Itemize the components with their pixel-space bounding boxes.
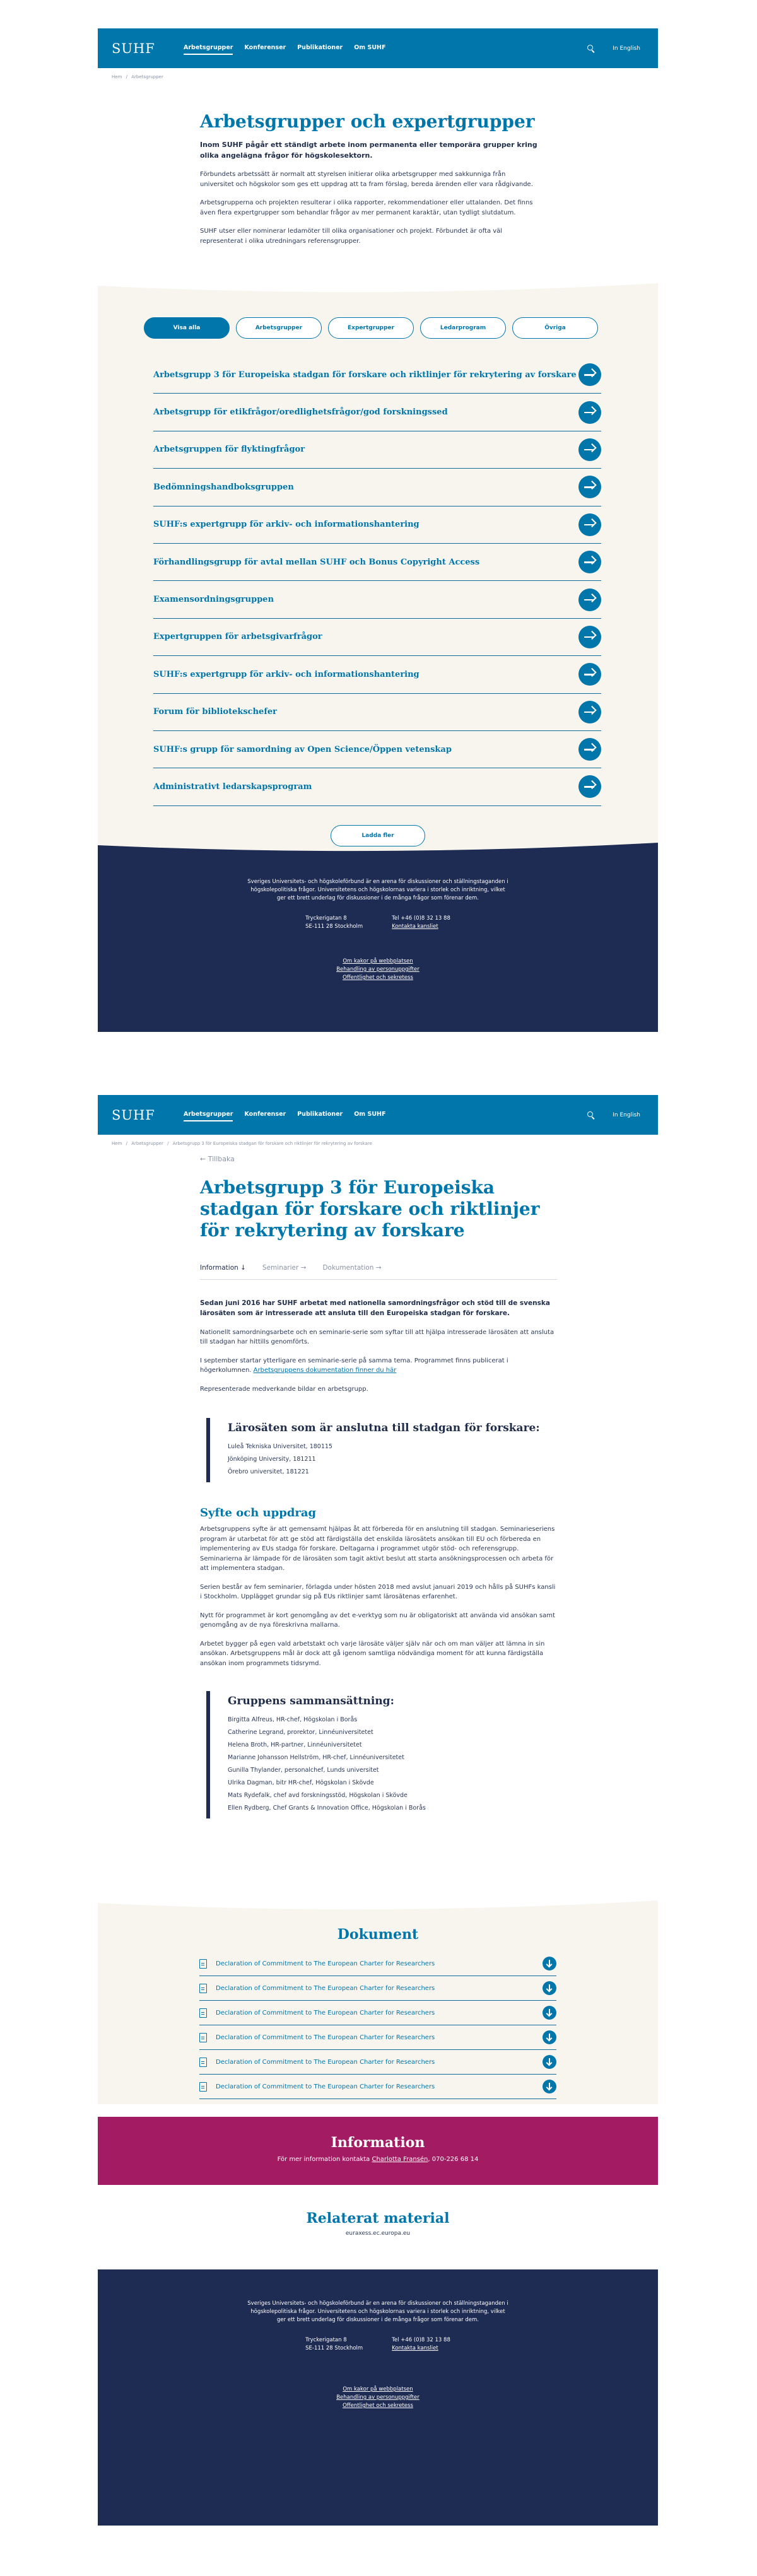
tab-label: Dokumentation xyxy=(322,1264,374,1272)
related-section xyxy=(98,2185,658,2256)
breadcrumb-current: Arbetsgrupper xyxy=(131,74,163,79)
nav-om-suhf[interactable]: Om SUHF xyxy=(354,1111,386,1118)
document-link[interactable] xyxy=(199,2033,435,2042)
arrow-right-icon[interactable] xyxy=(578,701,601,723)
breadcrumb-arbetsgrupper[interactable]: Arbetsgrupper xyxy=(131,1141,163,1146)
document-title[interactable]: Declaration of Commitment to The European Charter for Researchers xyxy=(216,1984,435,1992)
download-icon[interactable] xyxy=(543,2030,556,2044)
intro-lead: Inom SUHF pågår ett ständigt arbete inom permanenta eller temporära grupper kring olika angelägna frågor för högskolesektorn. xyxy=(200,141,537,160)
documentation-link[interactable]: Arbetsgruppens dokumentation finner du här xyxy=(253,1367,397,1374)
footer-address: Tryckerigatan 8 xyxy=(305,915,347,922)
arrow-right-icon[interactable] xyxy=(578,626,601,648)
footer-contact-link[interactable]: Kontakta kansliet xyxy=(392,923,438,930)
tab-label: Information xyxy=(200,1264,238,1272)
affiliated-item: Jönköping University, 181211 xyxy=(228,1456,316,1463)
group-row[interactable] xyxy=(153,731,601,768)
group-row[interactable] xyxy=(153,469,601,506)
nav-arbetsgrupper[interactable]: Arbetsgrupper xyxy=(184,42,233,55)
purpose-paragraph: Arbetet bygger på egen vald arbetstakt och varje lärosäte väljer själv när och om man väljer att lämna in sin ansökan. Arbetsgruppens mål är dock att gå igenom samtliga nödvändiga moment för att kunna färdigställa ansökan inom programmets tidsrymd. xyxy=(200,1640,545,1667)
document-list xyxy=(98,1952,658,2099)
document-title[interactable]: Declaration of Commitment to The European Charter for Researchers xyxy=(216,2009,435,2017)
search-icon[interactable] xyxy=(587,45,595,52)
footer-phone: Tel +46 (0)8 32 13 88 xyxy=(392,2337,450,2344)
site-header xyxy=(98,28,658,68)
group-row[interactable] xyxy=(153,619,601,656)
tab-label: Seminarier xyxy=(262,1264,299,1272)
group-members-box xyxy=(206,1691,557,1818)
group-title[interactable]: Administrativt ledarskapsprogram xyxy=(153,782,312,792)
group-list xyxy=(153,356,601,806)
document-link[interactable] xyxy=(199,2058,435,2067)
footer-link-personal-data[interactable]: Behandling av personuppgifter xyxy=(336,966,420,973)
filter-arbetsgrupper[interactable]: Arbetsgrupper xyxy=(236,317,322,339)
group-title[interactable]: Forum för bibliotekschefer xyxy=(153,707,278,717)
download-icon[interactable] xyxy=(543,2080,556,2093)
nav-konferenser[interactable]: Konferenser xyxy=(244,1111,286,1118)
footer-address: SE-111 28 Stockholm xyxy=(305,2345,363,2351)
purpose-heading: Syfte och uppdrag xyxy=(200,1506,317,1520)
group-row[interactable] xyxy=(153,394,601,431)
info-text: I september startar ytterligare en seminarie-serie på samma tema. Programmet finns publicerat i högerkolumnen. xyxy=(200,1357,508,1374)
intro-paragraph: Förbundets arbetssätt är normalt att styrelsen initierar olika arbetsgrupper med sakkunniga från universitet och högskolor som ges ett uppdrag att ta fram förslag, bereda ärenden eller vara rådgivande. xyxy=(200,171,533,188)
information-section xyxy=(200,1299,557,1818)
language-link[interactable]: In English xyxy=(613,1111,640,1118)
group-row[interactable] xyxy=(153,656,601,693)
footer-link-public-access[interactable]: Offentlighet och sekretess xyxy=(343,975,413,981)
file-icon xyxy=(199,1984,207,1993)
member-item: Ulrika Dagman, bitr HR-chef, Högskolan i Skövde xyxy=(228,1779,374,1786)
breadcrumb-home[interactable]: Hem xyxy=(112,1141,122,1146)
nav-om-suhf[interactable]: Om SUHF xyxy=(354,44,386,51)
site-footer xyxy=(98,854,658,1032)
group-list-section xyxy=(98,296,658,854)
document-link[interactable] xyxy=(199,1984,435,1993)
documents-section xyxy=(98,1914,658,2104)
arrow-right-icon[interactable] xyxy=(578,438,601,461)
back-label: Tillbaka xyxy=(208,1155,235,1163)
section-tabs xyxy=(200,1264,557,1280)
download-icon[interactable] xyxy=(543,2006,556,2020)
footer-phone: Tel +46 (0)8 32 13 88 xyxy=(392,915,450,922)
footer-link-cookies[interactable]: Om kakor på webbplatsen xyxy=(343,957,413,964)
page-arbetsgrupp-3 xyxy=(98,1095,658,2526)
group-title[interactable]: Expertgruppen för arbetsgivarfrågor xyxy=(153,632,322,642)
page-title: Arbetsgrupp 3 för Europeiska stadgan för forskare och riktlinjer för rekrytering av forskare xyxy=(200,1177,540,1241)
info-paragraph: Nationellt samordningsarbete och en seminarie-serie som syftar till att hjälpa intresserade lärosäten att ansluta till stadgan har hittills genomförts. xyxy=(200,1328,555,1346)
footer-description: Sveriges Universitets- och högskoleförbund är en arena för diskussioner och ställningstaganden i högskolepolitiska frågor. Universitetens och högskolornas variera i storlek och inriktning, vilket ger ett brett underlag för diskussioner i de många frågor som förenar dem. xyxy=(247,2300,508,2323)
group-row[interactable] xyxy=(153,431,601,469)
info-paragraph: Representerade medverkande bildar en arbetsgrupp. xyxy=(200,1385,368,1393)
information-contact xyxy=(98,2156,658,2163)
affiliated-item: Luleå Tekniska Universitet, 180115 xyxy=(228,1443,332,1451)
intro-paragraph: Arbetsgrupperna och projekten resulterar i olika rapporter, rekommendationer eller uttalanden. Det finns även flera expertgrupper som behandlar frågor av mer permanent karaktär, utan tydligt slutdatum. xyxy=(200,199,533,216)
nav-arbetsgrupper[interactable]: Arbetsgrupper xyxy=(184,1108,233,1121)
file-icon xyxy=(199,2008,207,2018)
member-item: Helena Broth, HR-partner, Linnéuniversitetet xyxy=(228,1742,362,1749)
group-row[interactable] xyxy=(153,506,601,544)
file-icon xyxy=(199,2082,207,2092)
filter-ovriga[interactable]: Övriga xyxy=(512,317,598,339)
intro-paragraph: SUHF utser eller nominerar ledamöter till olika organisationer och projekt. Förbundet är ofta väl representerat i olika utredningars referensgrupper. xyxy=(200,228,503,245)
document-link[interactable] xyxy=(199,2008,435,2018)
breadcrumb-current: Arbetsgrupp 3 för Europeiska stadgan för forskare och riktlinjer för rekrytering av forskare xyxy=(172,1141,372,1146)
file-icon xyxy=(199,2033,207,2042)
footer-address: SE-111 28 Stockholm xyxy=(305,923,363,930)
purpose-paragraph: Serien består av fem seminarier, förlagda under hösten 2018 med avslut januari 2019 och hålls på SUHFs kansli i Stockholm. Upplägget grundar sig på EUs riktlinjer samt lärosätenas erfarenhet. xyxy=(200,1583,556,1601)
breadcrumb-separator: / xyxy=(126,1141,127,1146)
back-link[interactable]: ← Tillbaka xyxy=(200,1155,235,1163)
arrow-right-icon[interactable] xyxy=(578,738,601,761)
breadcrumb-separator: / xyxy=(126,74,127,79)
document-title[interactable]: Declaration of Commitment to The European Charter for Researchers xyxy=(216,1960,435,1967)
document-row[interactable] xyxy=(199,2025,556,2050)
documents-heading: Dokument xyxy=(337,1926,419,1943)
wave-divider xyxy=(98,839,658,855)
filter-expertgrupper[interactable]: Expertgrupper xyxy=(328,317,414,339)
purpose-paragraph: Nytt för programmet är kort genomgång av det e-verktyg som nu är obligatoriskt att använda vid ansökan samt genomgång av de nya föreskrivna mallarna. xyxy=(200,1612,555,1629)
download-icon[interactable] xyxy=(543,1957,556,1970)
breadcrumb-home[interactable]: Hem xyxy=(112,74,122,79)
site-footer xyxy=(98,2269,658,2526)
member-item: Birgitta Alfreus, HR-chef, Högskolan i Borås xyxy=(228,1716,358,1724)
download-icon[interactable] xyxy=(543,1981,556,1995)
footer-description: Sveriges Universitets- och högskoleförbund är en arena för diskussioner och ställningstaganden i högskolepolitiska frågor. Universitetens och högskolornas variera i storlek och inriktning, vilket ger ett brett underlag för diskussioner i de många frågor som förenar dem. xyxy=(247,879,508,901)
group-title[interactable]: Arbetsgrupp 3 för Europeiska stadgan för forskare och riktlinjer för rekrytering av forskare xyxy=(153,370,577,380)
footer-address: Tryckerigatan 8 xyxy=(305,2337,347,2344)
nav-konferenser[interactable]: Konferenser xyxy=(244,44,286,51)
filter-ledarprogram[interactable]: Ledarprogram xyxy=(420,317,506,339)
contact-person-link[interactable]: Charlotta Fransén xyxy=(372,2156,428,2163)
affiliated-institutions-box xyxy=(206,1418,557,1482)
main-nav xyxy=(184,42,385,55)
document-row[interactable] xyxy=(199,2050,556,2075)
affiliated-title: Lärosäten som är anslutna till stadgan för forskare: xyxy=(228,1422,540,1435)
intro-section xyxy=(98,88,556,246)
members-title: Gruppens sammansättning: xyxy=(228,1695,394,1708)
arrow-right-icon[interactable] xyxy=(578,663,601,686)
site-logo[interactable]: SUHF xyxy=(112,40,155,56)
document-title[interactable]: Declaration of Commitment to The European Charter for Researchers xyxy=(216,2034,435,2041)
group-title[interactable]: Bedömningshandboksgruppen xyxy=(153,482,294,492)
arrow-right-icon[interactable] xyxy=(578,551,601,573)
group-row[interactable] xyxy=(153,544,601,581)
filter-visa-alla[interactable]: Visa alla xyxy=(144,317,230,339)
wave-divider xyxy=(98,1898,658,1914)
arrow-right-icon[interactable] xyxy=(578,363,601,386)
group-row[interactable] xyxy=(153,694,601,731)
arrow-right-icon[interactable] xyxy=(578,401,601,424)
group-title[interactable]: SUHF:s expertgrupp för arkiv- och informationshantering xyxy=(153,669,420,679)
document-row[interactable] xyxy=(199,2001,556,2025)
filter-bar xyxy=(98,317,658,339)
group-title[interactable]: SUHF:s expertgrupp för arkiv- och informationshantering xyxy=(153,520,420,530)
tab-dokumentation[interactable]: Dokumentation → xyxy=(322,1264,382,1272)
group-row[interactable] xyxy=(153,356,601,394)
group-row[interactable] xyxy=(153,768,601,805)
related-heading: Relaterat material xyxy=(306,2210,450,2227)
document-link[interactable] xyxy=(199,1959,435,1969)
wave-divider xyxy=(98,281,658,297)
page-title: Arbetsgrupper och expertgrupper xyxy=(200,111,535,132)
main-nav xyxy=(184,1108,385,1121)
document-link[interactable] xyxy=(199,2082,435,2092)
member-item: Marianne Johansson Hellström, HR-chef, Linnéuniversitetet xyxy=(228,1754,404,1762)
arrow-right-icon[interactable] xyxy=(578,513,601,536)
group-title[interactable]: Arbetsgruppen för flyktingfrågor xyxy=(153,445,305,455)
related-link[interactable]: euraxess.ec.europa.eu xyxy=(345,2230,411,2237)
page-arbetsgrupper xyxy=(98,28,658,1032)
member-item: Mats Rydefalk, chef avd forskningsstöd, Högskolan i Skövde xyxy=(228,1791,408,1799)
group-title[interactable]: Förhandlingsgrupp för avtal mellan SUHF och Bonus Copyright Access xyxy=(153,557,480,567)
purpose-paragraph: Arbetsgruppens syfte är att gemensamt hjälpas åt att förbereda för en anslutning till stadgan. Seminarieseriens program är utarbetat för att ge stöd att färdigställa det enskilda lärosätets ansökan till EU och förbereda en implementering av EUs stadga för forskare. Deltagarna i programmet utgör stöd- och referensgrupp. Seminarierna är lämpade för de lärosäten som tagit aktivt beslut att starta ansökningsprocessen och arbeta för att implementera stadgan. xyxy=(200,1526,555,1572)
footer-link-public-access[interactable]: Offentlighet och sekretess xyxy=(343,2403,413,2409)
document-row[interactable] xyxy=(199,1952,556,1976)
breadcrumb-separator: / xyxy=(167,1141,169,1146)
breadcrumb xyxy=(98,68,658,88)
language-link[interactable]: In English xyxy=(613,45,640,52)
footer-link-personal-data[interactable]: Behandling av personuppgifter xyxy=(336,2394,420,2401)
group-title[interactable]: Arbetsgrupp för etikfrågor/oredlighetsfrågor/god forskningssed xyxy=(153,407,448,418)
breadcrumb xyxy=(98,1135,658,1155)
member-item: Gunilla Thylander, personalchef, Lunds universitet xyxy=(228,1767,379,1774)
nav-publikationer[interactable]: Publikationer xyxy=(297,1111,343,1118)
member-item: Ellen Rydberg, Chef Grants & Innovation Office, Högskolan i Borås xyxy=(228,1804,426,1812)
information-banner xyxy=(98,2117,658,2185)
site-logo[interactable]: SUHF xyxy=(112,1107,155,1123)
group-title[interactable]: SUHF:s grupp för samordning av Open Science/Öppen vetenskap xyxy=(153,744,452,754)
group-row[interactable] xyxy=(153,581,601,618)
affiliated-item: Örebro universitet, 181221 xyxy=(228,1468,309,1476)
member-item: Catherine Legrand, prorektor, Linnéuniversitetet xyxy=(228,1729,373,1736)
document-title[interactable]: Declaration of Commitment to The European Charter for Researchers xyxy=(216,2083,435,2090)
load-more-button[interactable]: Ladda fler xyxy=(331,825,425,846)
tab-information[interactable]: Information ↓ xyxy=(200,1264,246,1272)
document-row[interactable] xyxy=(199,1976,556,2001)
group-title[interactable]: Examensordningsgruppen xyxy=(153,595,274,605)
search-icon[interactable] xyxy=(587,1111,595,1119)
document-title[interactable]: Declaration of Commitment to The European Charter for Researchers xyxy=(216,2058,435,2066)
file-icon xyxy=(199,2058,207,2067)
download-icon[interactable] xyxy=(543,2055,556,2069)
site-header xyxy=(98,1095,658,1135)
information-heading: Information xyxy=(331,2134,425,2151)
arrow-right-icon[interactable] xyxy=(578,588,601,611)
contact-text: För mer information kontakta xyxy=(277,2156,372,2163)
arrow-right-icon[interactable] xyxy=(578,476,601,498)
info-paragraph xyxy=(200,1356,557,1376)
contact-phone: , 070-226 68 14 xyxy=(428,2156,479,2163)
footer-contact-link[interactable]: Kontakta kansliet xyxy=(392,2345,438,2351)
tab-seminarier[interactable]: Seminarier → xyxy=(262,1264,307,1272)
footer-link-cookies[interactable]: Om kakor på webbplatsen xyxy=(343,2386,413,2392)
file-icon xyxy=(199,1959,207,1969)
info-lead: Sedan juni 2016 har SUHF arbetat med nationella samordningsfrågor och stöd till de svenska lärosäten som är intresserade att ansluta till den Europeiska stadgan för forskare. xyxy=(200,1299,550,1318)
nav-publikationer[interactable]: Publikationer xyxy=(297,44,343,51)
arrow-right-icon[interactable] xyxy=(578,775,601,798)
document-row[interactable] xyxy=(199,2075,556,2099)
